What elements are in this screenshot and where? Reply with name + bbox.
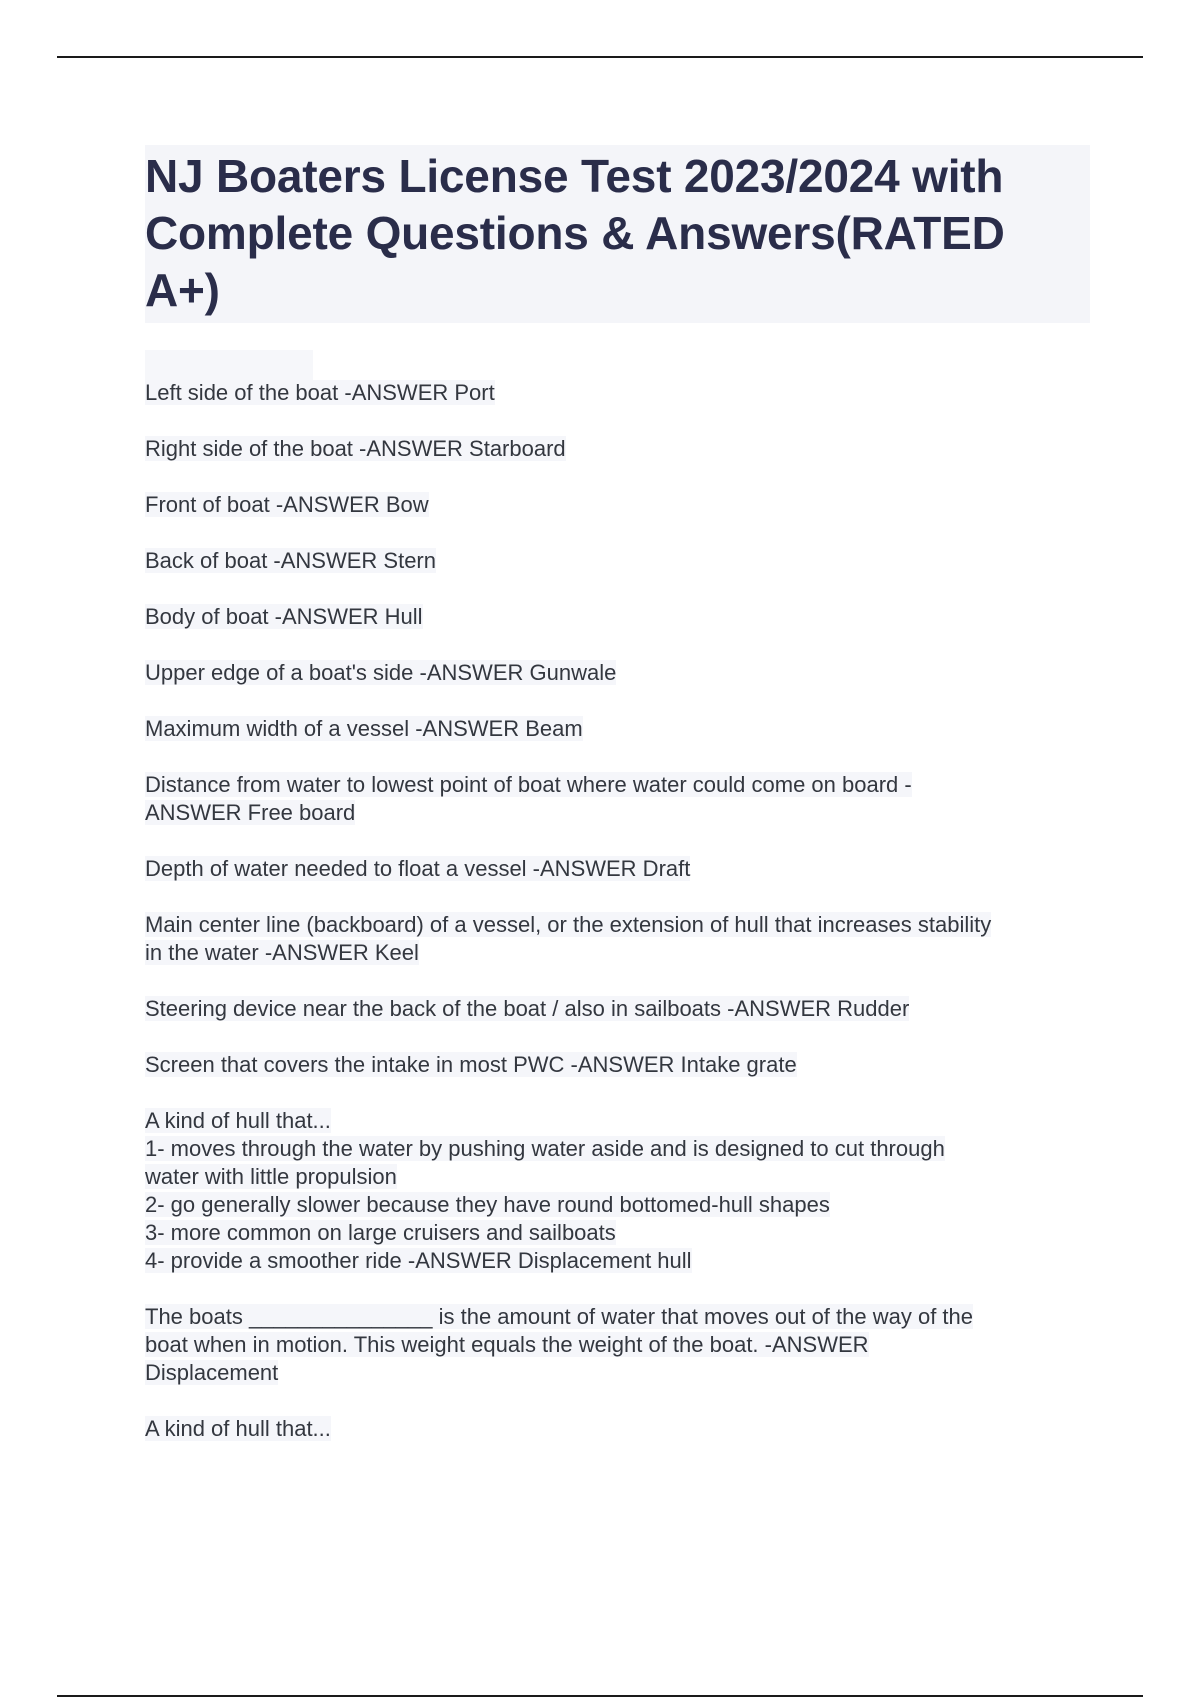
- qa-item: [145, 1415, 1090, 1443]
- qa-line-text: boat when in motion. This weight equals the weight of the boat. -ANSWER: [145, 1332, 869, 1357]
- qa-line-text: water with little propulsion: [145, 1164, 397, 1189]
- qa-line: [145, 379, 1090, 407]
- qa-line: [145, 1163, 1090, 1191]
- qa-line: [145, 995, 1090, 1023]
- qa-item: [145, 491, 1090, 519]
- qa-line-text: A kind of hull that...: [145, 1416, 331, 1441]
- qa-line-text: Displacement: [145, 1360, 279, 1385]
- qa-line: [145, 435, 1090, 463]
- qa-line: [145, 1219, 1090, 1247]
- qa-item: [145, 379, 1090, 407]
- qa-line-text: Maximum width of a vessel -ANSWER Beam: [145, 716, 583, 741]
- qa-line: [145, 799, 1090, 827]
- qa-line: [145, 911, 1090, 939]
- qa-item: [145, 659, 1090, 687]
- qa-line-text: ANSWER Free board: [145, 800, 356, 825]
- qa-line: [145, 603, 1090, 631]
- qa-item: [145, 435, 1090, 463]
- qa-item: [145, 911, 1090, 967]
- qa-line: [145, 1303, 1090, 1331]
- qa-line: [145, 491, 1090, 519]
- qa-line-text: Left side of the boat -ANSWER Port: [145, 380, 495, 405]
- qa-line: [145, 1107, 1090, 1135]
- qa-line-text: in the water -ANSWER Keel: [145, 940, 419, 965]
- qa-line-text: 4- provide a smoother ride -ANSWER Displacement hull: [145, 1248, 692, 1273]
- qa-line-text: Screen that covers the intake in most PWC -ANSWER Intake grate: [145, 1052, 797, 1077]
- highlight-bar: [145, 350, 313, 380]
- qa-line: [145, 1247, 1090, 1275]
- qa-line: [145, 1415, 1090, 1443]
- qa-line: [145, 1331, 1090, 1359]
- qa-line-text: Body of boat -ANSWER Hull: [145, 604, 423, 629]
- qa-item: [145, 1303, 1090, 1387]
- qa-line-text: 2- go generally slower because they have round bottomed-hull shapes: [145, 1192, 830, 1217]
- qa-line-text: Steering device near the back of the boat / also in sailboats -ANSWER Rudder: [145, 996, 910, 1021]
- qa-item: [145, 855, 1090, 883]
- qa-line-text: Distance from water to lowest point of boat where water could come on board -: [145, 772, 912, 797]
- qa-line: [145, 547, 1090, 575]
- qa-list: [145, 379, 1090, 1443]
- qa-line: [145, 1359, 1090, 1387]
- qa-line-text: 3- more common on large cruisers and sailboats: [145, 1220, 616, 1245]
- qa-item: [145, 603, 1090, 631]
- qa-item: [145, 771, 1090, 827]
- bottom-rule: [57, 1695, 1143, 1697]
- title-block: [145, 145, 1090, 323]
- document-title: NJ Boaters License Test 2023/2024 with Complete Questions & Answers(RATED A+): [145, 150, 1005, 316]
- document-body: [145, 145, 1090, 1471]
- qa-line: [145, 771, 1090, 799]
- qa-item: [145, 1051, 1090, 1079]
- qa-line-text: Upper edge of a boat's side -ANSWER Gunwale: [145, 660, 617, 685]
- qa-item: [145, 715, 1090, 743]
- qa-line: [145, 939, 1090, 967]
- qa-item: [145, 995, 1090, 1023]
- qa-line-text: Main center line (backboard) of a vessel, or the extension of hull that increases stability: [145, 912, 992, 937]
- top-rule: [57, 56, 1143, 58]
- qa-line: [145, 1135, 1090, 1163]
- qa-line-text: Depth of water needed to float a vessel -ANSWER Draft: [145, 856, 691, 881]
- qa-line: [145, 659, 1090, 687]
- qa-line-text: Right side of the boat -ANSWER Starboard: [145, 436, 566, 461]
- qa-line-text: Front of boat -ANSWER Bow: [145, 492, 429, 517]
- qa-item: [145, 1107, 1090, 1275]
- qa-line: [145, 1051, 1090, 1079]
- qa-line-text: A kind of hull that...: [145, 1108, 331, 1133]
- qa-item: [145, 547, 1090, 575]
- qa-line: [145, 715, 1090, 743]
- qa-line: [145, 855, 1090, 883]
- qa-line-text: Back of boat -ANSWER Stern: [145, 548, 436, 573]
- qa-line: [145, 1191, 1090, 1219]
- qa-line-text: 1- moves through the water by pushing water aside and is designed to cut through: [145, 1136, 945, 1161]
- qa-line-text: The boats _______________ is the amount of water that moves out of the way of the: [145, 1304, 973, 1329]
